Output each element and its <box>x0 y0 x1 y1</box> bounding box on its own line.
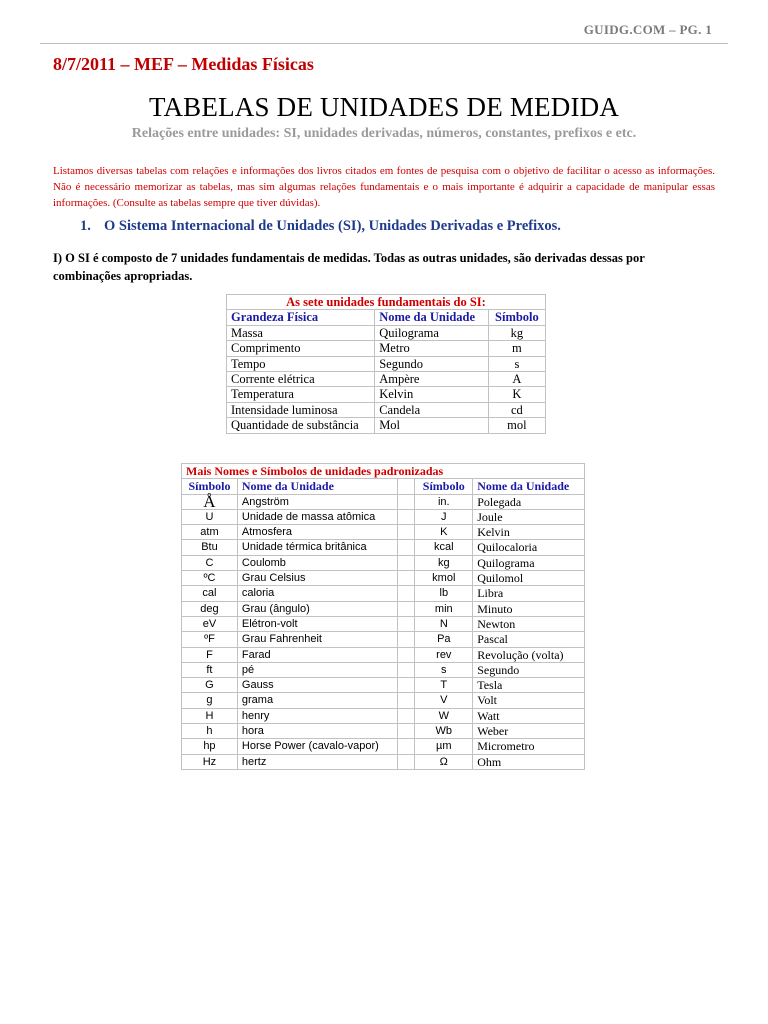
table-cell: Candela <box>375 402 489 417</box>
table-row <box>182 632 585 647</box>
table-cell: Elétron-volt <box>237 616 397 631</box>
table-cell: atm <box>182 525 238 540</box>
table-cell: V <box>415 693 473 708</box>
table-cell: W <box>415 708 473 723</box>
table-cell: kcal <box>415 540 473 555</box>
table-row <box>182 708 585 723</box>
table-cell: h <box>182 724 238 739</box>
table-cell: ºF <box>182 632 238 647</box>
table-cell: kg <box>488 325 545 340</box>
table-row <box>227 341 546 356</box>
table-cell-spacer <box>397 571 415 586</box>
table-cell: Wb <box>415 724 473 739</box>
table-row <box>182 555 585 570</box>
table-cell: Grau Fahrenheit <box>237 632 397 647</box>
more-units-table <box>181 463 585 770</box>
column-header: Grandeza Física <box>227 310 375 325</box>
table-cell: Joule <box>473 509 585 524</box>
table-cell: Tempo <box>227 356 375 371</box>
table-cell: Segundo <box>375 356 489 371</box>
table-cell: kmol <box>415 571 473 586</box>
table-cell: Kelvin <box>473 525 585 540</box>
table-cell: mol <box>488 418 545 433</box>
date-line: 8/7/2011 – MEF – Medidas Físicas <box>53 54 314 74</box>
table-row <box>227 387 546 402</box>
table-row <box>182 525 585 540</box>
table-row <box>227 418 546 433</box>
table-cell: henry <box>237 708 397 723</box>
table-cell-spacer <box>397 724 415 739</box>
table-cell: Volt <box>473 693 585 708</box>
table-cell: hp <box>182 739 238 754</box>
table-cell: grama <box>237 693 397 708</box>
page-subtitle: Relações entre unidades: SI, unidades derivadas, números, constantes, prefixos e etc. <box>131 126 637 141</box>
table-cell: ft <box>182 662 238 677</box>
table-cell: hertz <box>237 754 397 769</box>
table-cell: s <box>415 662 473 677</box>
table-cell-spacer <box>397 678 415 693</box>
table-cell: Unidade térmica britânica <box>237 540 397 555</box>
table-cell: µm <box>415 739 473 754</box>
table-row <box>182 571 585 586</box>
table-cell: Libra <box>473 586 585 601</box>
table-cell-spacer <box>397 693 415 708</box>
table-cell: in. <box>415 494 473 509</box>
table-cell: Grau (ângulo) <box>237 601 397 616</box>
table-row <box>182 678 585 693</box>
column-header: Nome da Unidade <box>473 479 585 494</box>
table-cell: Coulomb <box>237 555 397 570</box>
table-cell: Farad <box>237 647 397 662</box>
table-caption-row <box>227 295 546 310</box>
table-cell: Angström <box>237 494 397 509</box>
table-cell: Ohm <box>473 754 585 769</box>
table-caption: Mais Nomes e Símbolos de unidades padronizadas <box>182 464 585 479</box>
section-number: 1. <box>80 218 91 234</box>
table-cell: H <box>182 708 238 723</box>
table-cell: U <box>182 509 238 524</box>
table-cell: N <box>415 616 473 631</box>
table-cell: hora <box>237 724 397 739</box>
table-cell: Quilograma <box>375 325 489 340</box>
table-cell-spacer <box>397 754 415 769</box>
section-heading <box>80 218 561 235</box>
table-cell: Revolução (volta) <box>473 647 585 662</box>
table-cell: Minuto <box>473 601 585 616</box>
table-cell-spacer <box>397 739 415 754</box>
table-cell-spacer <box>397 555 415 570</box>
table-cell: eV <box>182 616 238 631</box>
table-cell: Weber <box>473 724 585 739</box>
table-cell: Quilocaloria <box>473 540 585 555</box>
table-cell: Tesla <box>473 678 585 693</box>
table-cell: Pa <box>415 632 473 647</box>
table-row <box>182 616 585 631</box>
table-cell: Gauss <box>237 678 397 693</box>
table-row <box>182 509 585 524</box>
table-cell: Mol <box>375 418 489 433</box>
table-cell: Intensidade luminosa <box>227 402 375 417</box>
table-cell: Watt <box>473 708 585 723</box>
table-caption-row <box>182 464 585 479</box>
table-cell: Horse Power (cavalo-vapor) <box>237 739 397 754</box>
table-cell: Atmosfera <box>237 525 397 540</box>
table-cell: J <box>415 509 473 524</box>
column-header: Símbolo <box>488 310 545 325</box>
table-row <box>227 325 546 340</box>
table-row <box>182 739 585 754</box>
table-cell: Quilograma <box>473 555 585 570</box>
table-cell: Btu <box>182 540 238 555</box>
table-cell: g <box>182 693 238 708</box>
table-cell: kg <box>415 555 473 570</box>
table-cell: Hz <box>182 754 238 769</box>
table-cell: ºC <box>182 571 238 586</box>
table-cell: Quantidade de substância <box>227 418 375 433</box>
table-cell: m <box>488 341 545 356</box>
table-cell-spacer <box>397 708 415 723</box>
table-row <box>182 693 585 708</box>
table-caption: As sete unidades fundamentais do SI: <box>227 295 546 310</box>
table-row <box>227 356 546 371</box>
column-header-spacer <box>397 479 415 494</box>
header-divider <box>40 43 728 44</box>
table-cell: Å <box>182 494 238 509</box>
table-cell: Quilomol <box>473 571 585 586</box>
table-cell: s <box>488 356 545 371</box>
table-cell-spacer <box>397 586 415 601</box>
table-cell: Unidade de massa atômica <box>237 509 397 524</box>
column-header: Símbolo <box>415 479 473 494</box>
table-cell: cal <box>182 586 238 601</box>
page-title: TABELAS DE UNIDADES DE MEDIDA <box>148 92 620 122</box>
table-cell: Polegada <box>473 494 585 509</box>
table-cell: pé <box>237 662 397 677</box>
table-row <box>182 540 585 555</box>
table-cell: min <box>415 601 473 616</box>
table-cell-spacer <box>397 632 415 647</box>
table-cell-spacer <box>397 616 415 631</box>
table-cell: A <box>488 372 545 387</box>
table-cell: Massa <box>227 325 375 340</box>
intro-paragraph: Listamos diversas tabelas com relações e informações dos livros citados em fontes de pesquisa com o objetivo de facilitar o acesso as informações. Não é necessário memorizar as tabelas, mas sim algumas relações fundamentais e o mais importante é adquirir a capacidade de manipular essas informações. (Consulte as tabelas sempre que tiver dúvidas). <box>53 165 715 209</box>
table-cell: Micrometro <box>473 739 585 754</box>
table-cell-spacer <box>397 509 415 524</box>
table-cell: K <box>415 525 473 540</box>
table-cell: Ampère <box>375 372 489 387</box>
table-cell-spacer <box>397 662 415 677</box>
column-header: Nome da Unidade <box>237 479 397 494</box>
table-cell-spacer <box>397 494 415 509</box>
table-cell-spacer <box>397 647 415 662</box>
table-cell: Kelvin <box>375 387 489 402</box>
table-cell-spacer <box>397 601 415 616</box>
table-cell: T <box>415 678 473 693</box>
table-row <box>182 494 585 509</box>
table-cell: Segundo <box>473 662 585 677</box>
table-cell: Comprimento <box>227 341 375 356</box>
table-cell-spacer <box>397 525 415 540</box>
table-row <box>182 724 585 739</box>
table-row <box>182 601 585 616</box>
table-row <box>182 647 585 662</box>
table-cell: deg <box>182 601 238 616</box>
table-row <box>182 662 585 677</box>
table-row <box>227 402 546 417</box>
table-cell: lb <box>415 586 473 601</box>
page-header-site: GUIDG.COM – PG. 1 <box>583 22 712 37</box>
table-row <box>182 754 585 769</box>
table-cell: Newton <box>473 616 585 631</box>
table-cell: G <box>182 678 238 693</box>
table-cell: Pascal <box>473 632 585 647</box>
si-units-table <box>226 294 546 434</box>
table-cell: Metro <box>375 341 489 356</box>
table-cell: Ω <box>415 754 473 769</box>
table-header-row <box>227 310 546 325</box>
table-header-row <box>182 479 585 494</box>
table-cell: F <box>182 647 238 662</box>
table-cell: C <box>182 555 238 570</box>
column-header: Nome da Unidade <box>375 310 489 325</box>
column-header: Símbolo <box>182 479 238 494</box>
table-cell: cd <box>488 402 545 417</box>
table-cell: rev <box>415 647 473 662</box>
table-cell: Corrente elétrica <box>227 372 375 387</box>
table-row <box>227 372 546 387</box>
table-row <box>182 586 585 601</box>
section-title: O Sistema Internacional de Unidades (SI), Unidades Derivadas e Prefixos. <box>104 218 561 234</box>
table-cell: Temperatura <box>227 387 375 402</box>
table-cell: caloria <box>237 586 397 601</box>
table-cell: Grau Celsius <box>237 571 397 586</box>
table-cell: K <box>488 387 545 402</box>
si-paragraph: I) O SI é composto de 7 unidades fundamentais de medidas. Todas as outras unidades, são derivadas dessas por combinações apropriadas. <box>53 251 645 283</box>
table-cell-spacer <box>397 540 415 555</box>
